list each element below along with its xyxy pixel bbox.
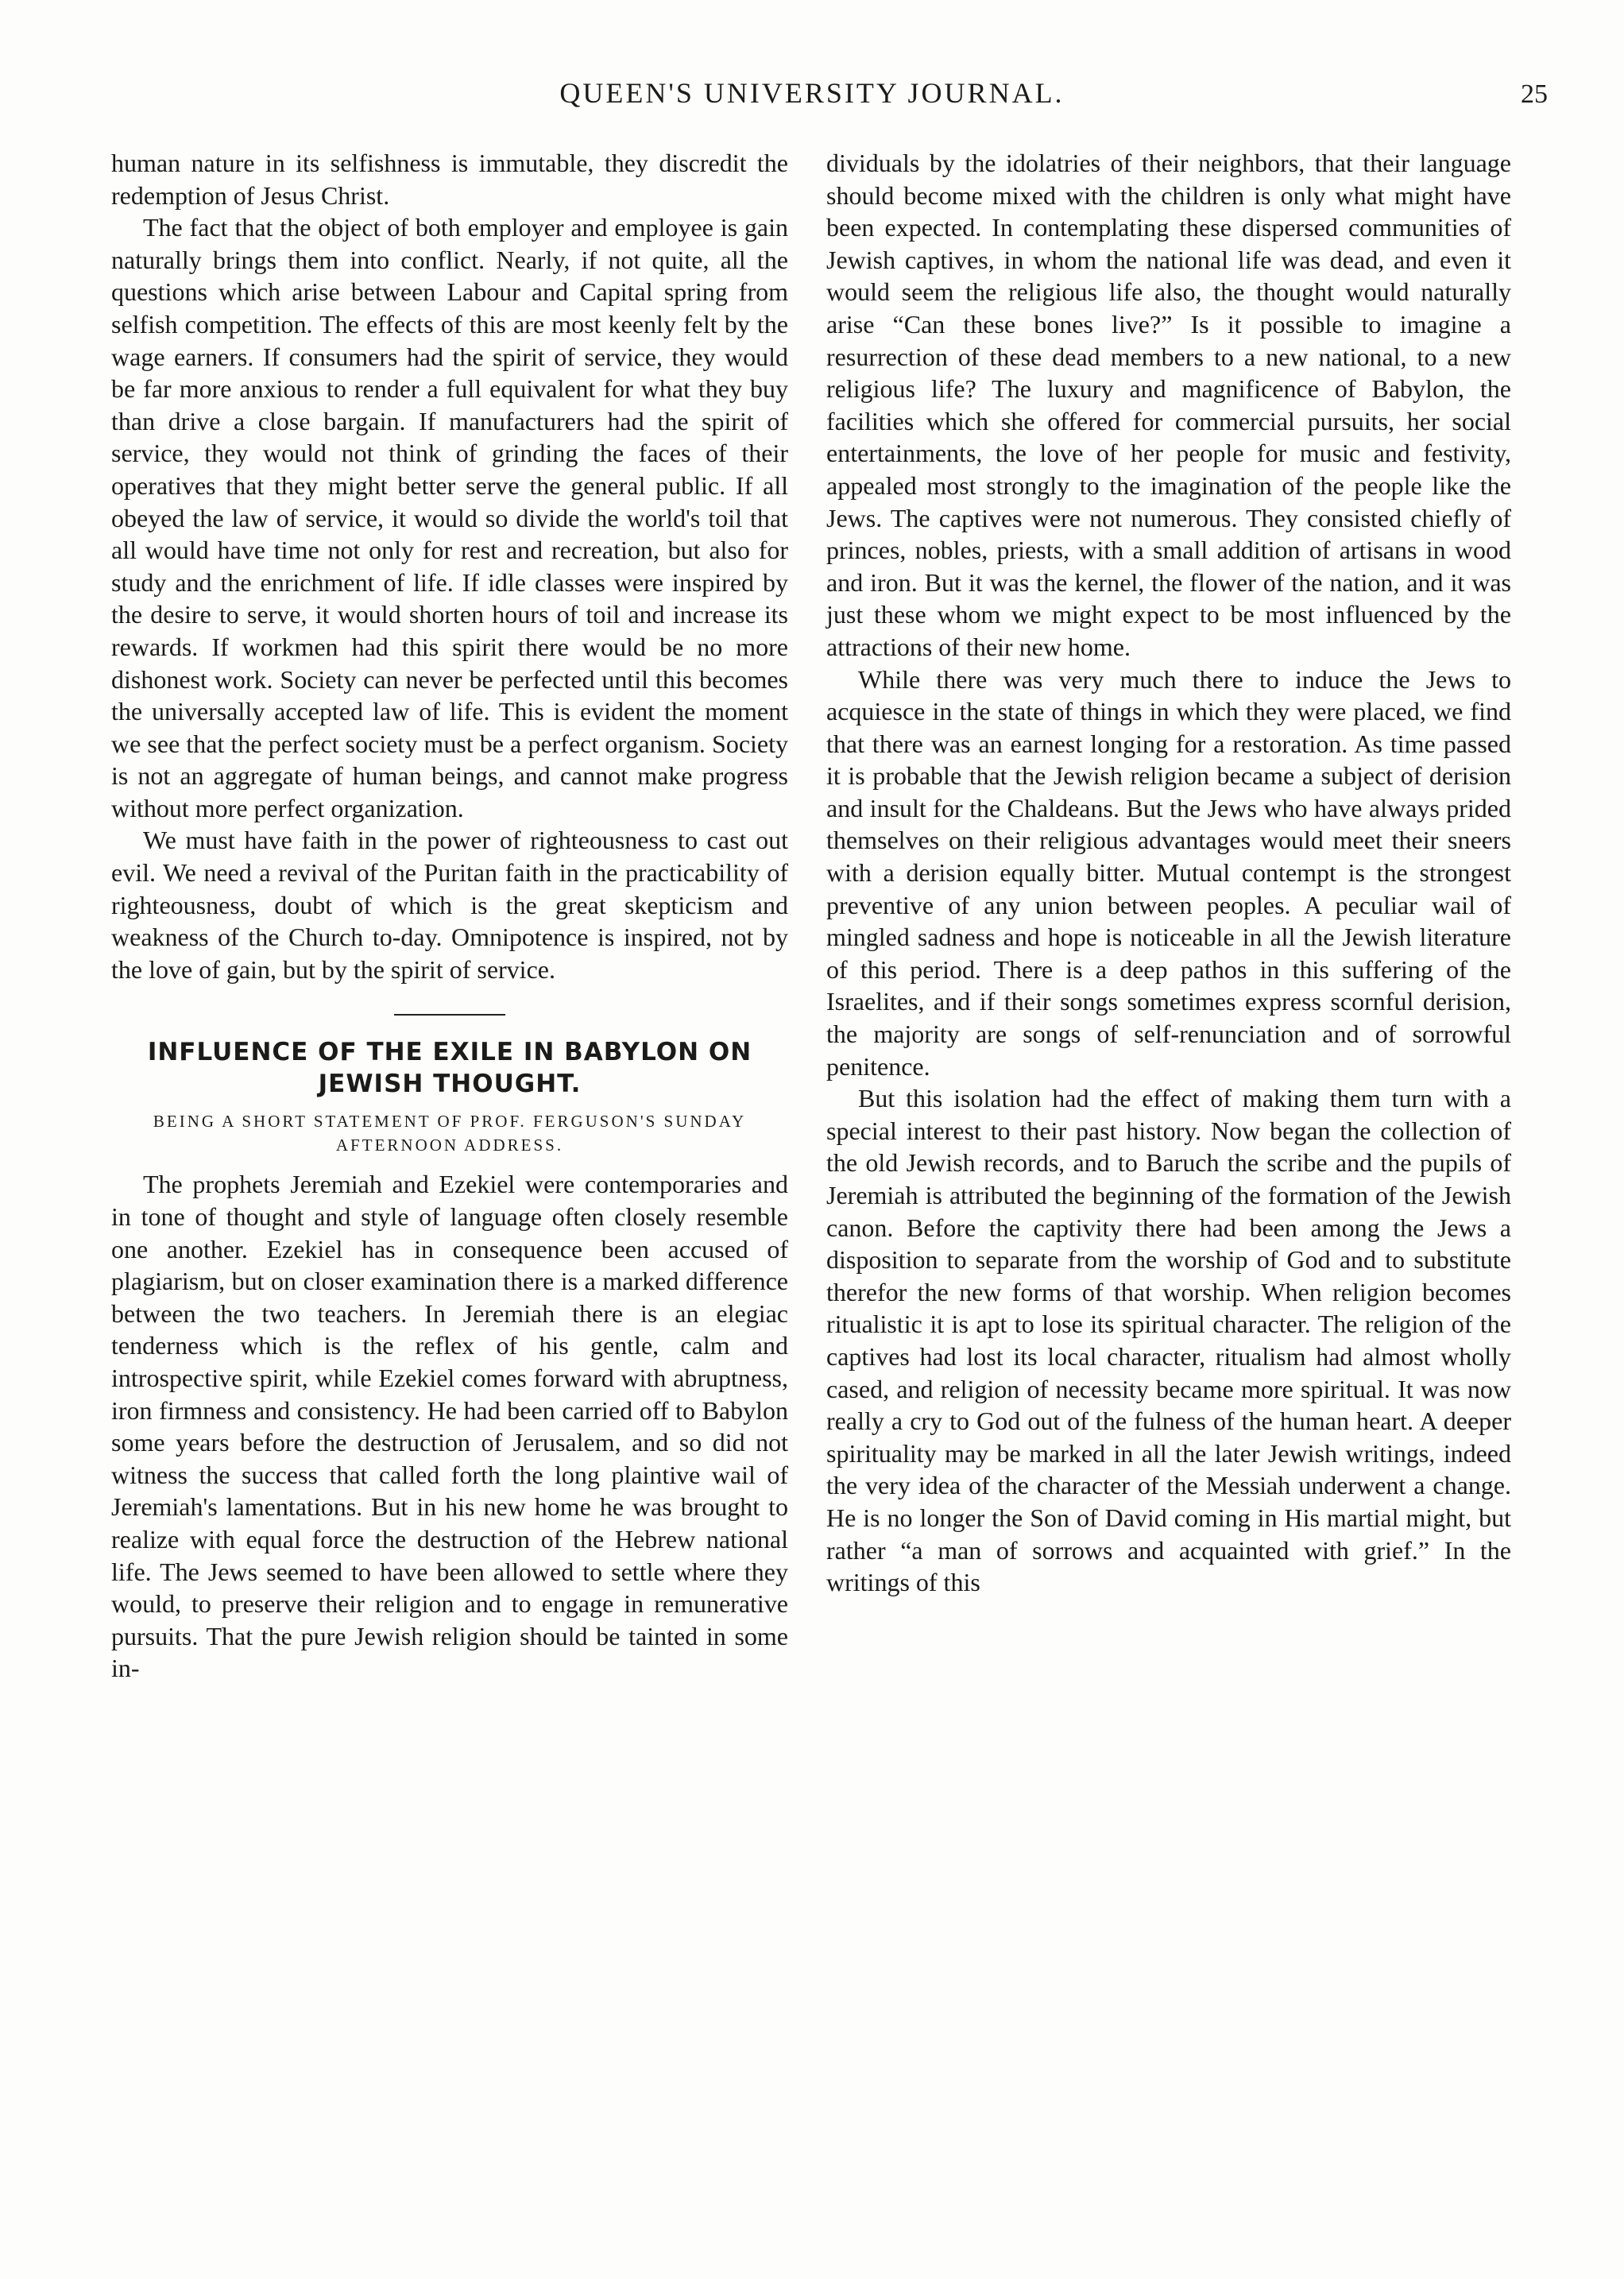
paragraph-continued: human nature in its selfishness is immutable, they discredit the redemption of Jesus Christ. [111,149,788,210]
article-heading: INFLUENCE OF THE EXILE IN BABYLON ON JEWISH THOUGHT. [147,1038,752,1099]
right-column [826,147,1511,1599]
page-header [0,76,1624,116]
left-column [111,147,788,1685]
journal-title: QUEEN'S UNIVERSITY JOURNAL. [559,77,1065,109]
paragraph: The fact that the object of both employer and employee is gain naturally brings them into conflict. Nearly, if not quite, all the questions which arise between Labour and Capital spring from selfish competition. The effects of this are most keenly felt by the wage earners. If consumers had the spirit of service, they would be far more anxious to render a full equivalent for what they buy than drive a close bargain. If manufacturers had the spirit of service, they would not think of grinding the faces of their operatives that they might better serve the general public. If all obeyed the law of service, it would so divide the world's toil that all would have time not only for rest and recreation, but also for study and the enrichment of life. If idle classes were inspired by the desire to serve, it would shorten hours of toil and increase its rewards. If workmen had this spirit there would be no more dishonest work. Society can never be perfected until this becomes the universally accepted law of life. This is evident the moment we see that the perfect society must be a perfect organism. Society is not an aggregate of human beings, and cannot make progress without more perfect organization. [111,213,788,822]
page-number: 25 [1521,79,1548,109]
paragraph: While there was very much there to induce the Jews to acquiesce in the state of things in which they were placed, we find that there was an earnest longing for a restoration. As time passed it is probable that the Jewish religion became a subject of derision and insult for the Chaldeans. But the Jews who have always prided themselves on their religious advantages would meet their sneers with a derision equally bitter. Mutual contempt is the strongest preventive of any union between peoples. A peculiar wail of mingled sadness and hope is noticeable in all the Jewish literature of this period. There is a deep pathos in this suffering of the Israelites, and if their songs sometimes express scornful derision, the majority are songs of self-renunciation and of sorrowful penitence. [826,664,1511,1081]
paragraph: We must have faith in the power of righteousness to cast out evil. We need a revival of the Puritan faith in the practicability of righteousness, doubt of which is the great skepticism and weakness of the Church to-day. Omnipotence is inspired, not by the love of gain, but by the spirit of service. [111,826,788,984]
article-subheading: BEING A SHORT STATEMENT OF PROF. FERGUSON'S SUNDAY AFTERNOON ADDRESS. [153,1112,747,1155]
section-divider [394,1014,505,1016]
paragraph-continued: dividuals by the idolatries of their neighbors, that their language should become mixed with the children is only what might have been expected. In contemplating these dispersed communities of Jewish captives, in whom the national life was dead, and even it would seem the religious life also, the thought would naturally arise “Can these bones live?” Is it possible to imagine a resurrection of these dead members to a new national, to a new religious life? The luxury and magnificence of Babylon, the facilities which she offered for commercial pursuits, her social entertainments, the love of her people for music and festivity, appealed most strongly to the imagination of the people like the Jews. The captives were not numerous. They consisted chiefly of princes, nobles, priests, with a small addition of artisans in wood and iron. But it was the kernel, the flower of the nation, and it was just these whom we might expect to be most influenced by the attractions of their new home. [826,149,1511,661]
paragraph: But this isolation had the effect of making them turn with a special interest to their past history. Now began the collection of the old Jewish records, and to Baruch the scribe and the pupils of Jeremiah is attributed the beginning of the formation of the Jewish canon. Before the captivity there had been among the Jews a disposition to separate from the worship of God and to substitute therefor the new forms of that worship. When religion becomes ritualistic it is apt to lose its spiritual character. The religion of the captives had lost its local character, ritualism had almost wholly cased, and religion of necessity became more spiritual. It was now really a cry to God out of the fulness of the human heart. A deeper spirituality may be marked in all the later Jewish writings, indeed the very idea of the character of the Messiah underwent a change. He is no longer the Son of David coming in His martial might, but rather “a man of sorrows and acquainted with grief.” In the writings of this [826,1084,1511,1597]
article-paragraph: The prophets Jeremiah and Ezekiel were contemporaries and in tone of thought and style of language often closely resemble one another. Ezekiel has in consequence been accused of plagiarism, but on closer examination there is a marked difference between the two teachers. In Jeremiah there is an elegiac tenderness which is the reflex of his gentle, calm and introspective spirit, while Ezekiel comes forward with abruptness, iron firmness and consistency. He had been carried off to Babylon some years before the destruction of Jerusalem, and so did not witness the success that called forth the long plaintive wail of Jeremiah's lamentations. But in his new home he was brought to realize with equal force the destruction of the Hebrew national life. The Jews seemed to have been allowed to settle where they would, to preserve their religion and to engage in remunerative pursuits. That the pure Jewish religion should be tainted in some in- [111,1170,788,1683]
